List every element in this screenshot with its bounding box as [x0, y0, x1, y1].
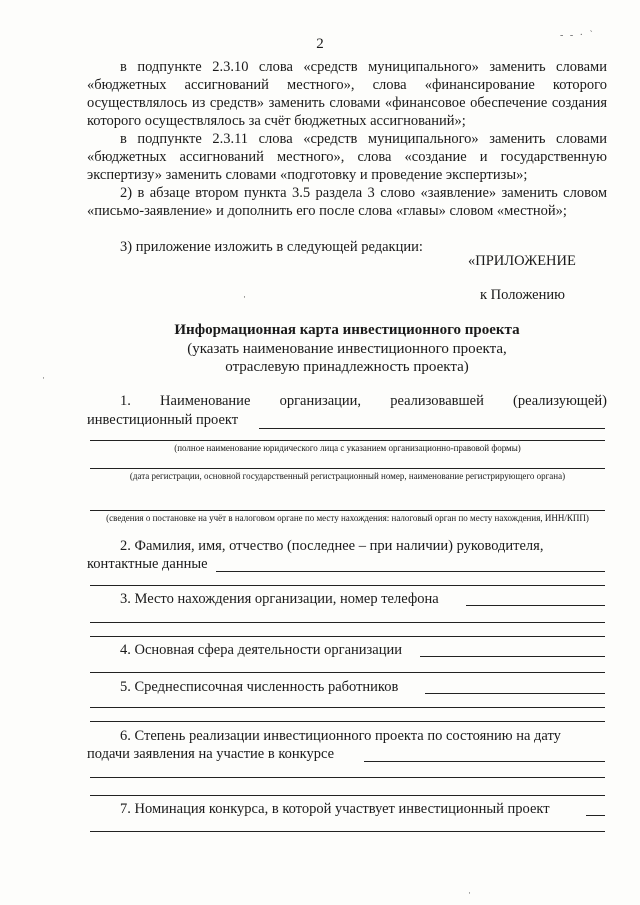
field-line[interactable]: [420, 656, 605, 657]
field-line[interactable]: [425, 693, 605, 694]
item-5: 5. Среднесписочная численность работников: [120, 679, 399, 695]
paragraph-appendix: 3) приложение изложить в следующей редакции:: [120, 239, 423, 255]
field-line[interactable]: [216, 571, 605, 572]
item-2-line1: 2. Фамилия, имя, отчество (последнее – при наличии) руководителя,: [120, 538, 544, 554]
item-1-word: Наименование: [160, 393, 251, 409]
field-line[interactable]: [90, 510, 605, 511]
card-title: Информационная карта инвестиционного проекта: [174, 322, 520, 338]
scan-dot: ·: [243, 292, 246, 302]
field-line[interactable]: [90, 440, 605, 441]
appendix-subtitle: к Положению: [480, 287, 565, 303]
paragraph-3-5: 2) в абзаце втором пункта 3.5 раздела 3 слово «заявление» заменить словом «письмо-заявление» и дополнить его после слова «главы» словом «местной»;: [87, 185, 607, 219]
item-1-number: 1.: [120, 393, 131, 409]
caption-legal-name: (полное наименование юридического лица с указанием организационно-правовой формы): [174, 443, 521, 453]
item-1-word: реализовавшей: [390, 393, 484, 409]
appendix-title: «ПРИЛОЖЕНИЕ: [468, 253, 576, 269]
item-6-line1: 6. Степень реализации инвестиционного проекта по состоянию на дату: [120, 728, 561, 744]
field-line[interactable]: [90, 831, 605, 832]
field-line[interactable]: [90, 721, 605, 722]
page-number: 2: [316, 36, 324, 52]
field-line[interactable]: [90, 622, 605, 623]
caption-registration: (дата регистрации, основной государственный регистрационный номер, наименование регистрирующего органа): [129, 471, 566, 481]
field-line[interactable]: [586, 815, 605, 816]
field-line[interactable]: [90, 777, 605, 778]
paragraph-2-3-11: в подпункте 2.3.11 слова «средств муниципального» заменить словами «бюджетных ассигнований местного», слова «создание и государственную экспертизу» заменить словами «подготовку и проведение экспертизы»;: [87, 131, 607, 183]
item-1-line2: инвестиционный проект: [87, 412, 239, 428]
item-2-line2: контактные данные: [87, 556, 208, 572]
item-1-word: организации,: [279, 393, 362, 409]
field-line[interactable]: [364, 761, 605, 762]
item-4: 4. Основная сфера деятельности организации: [120, 642, 402, 658]
field-line[interactable]: [90, 636, 605, 637]
paragraph-2-3-10: в подпункте 2.3.10 слова «средств муниципального» заменить словами «бюджетных ассигнований местного», слова «финансирование которого осуществлялось из средств» заменить словами «финансовое обеспечение создания которого осуществлялось за счёт бюджетных ассигнований»;: [87, 59, 607, 129]
scan-speck: - ‐ · ˋ: [560, 30, 595, 41]
field-line[interactable]: [90, 795, 605, 796]
item-1: [87, 392, 607, 430]
item-7: 7. Номинация конкурса, в которой участвует инвестиционный проект: [120, 801, 550, 817]
scan-dot: ·: [468, 888, 471, 898]
item-6-line2: подачи заявления на участие в конкурсе: [87, 746, 335, 762]
scan-dot: ·: [42, 373, 45, 383]
item-1-word: (реализующей): [513, 393, 607, 409]
field-line[interactable]: [90, 707, 605, 708]
field-line[interactable]: [90, 672, 605, 673]
card-subtitle-2: отраслевую принадлежность проекта): [225, 359, 469, 375]
field-line[interactable]: [259, 428, 605, 429]
field-line[interactable]: [90, 468, 605, 469]
item-3: 3. Место нахождения организации, номер телефона: [120, 591, 439, 607]
card-subtitle-1: (указать наименование инвестиционного проекта,: [187, 341, 507, 357]
caption-tax: (сведения о постановке на учёт в налоговом органе по месту нахождения: налоговый орган по месту нахождения, ИНН/КПП): [106, 513, 589, 523]
field-line[interactable]: [466, 605, 605, 606]
field-line[interactable]: [90, 585, 605, 586]
